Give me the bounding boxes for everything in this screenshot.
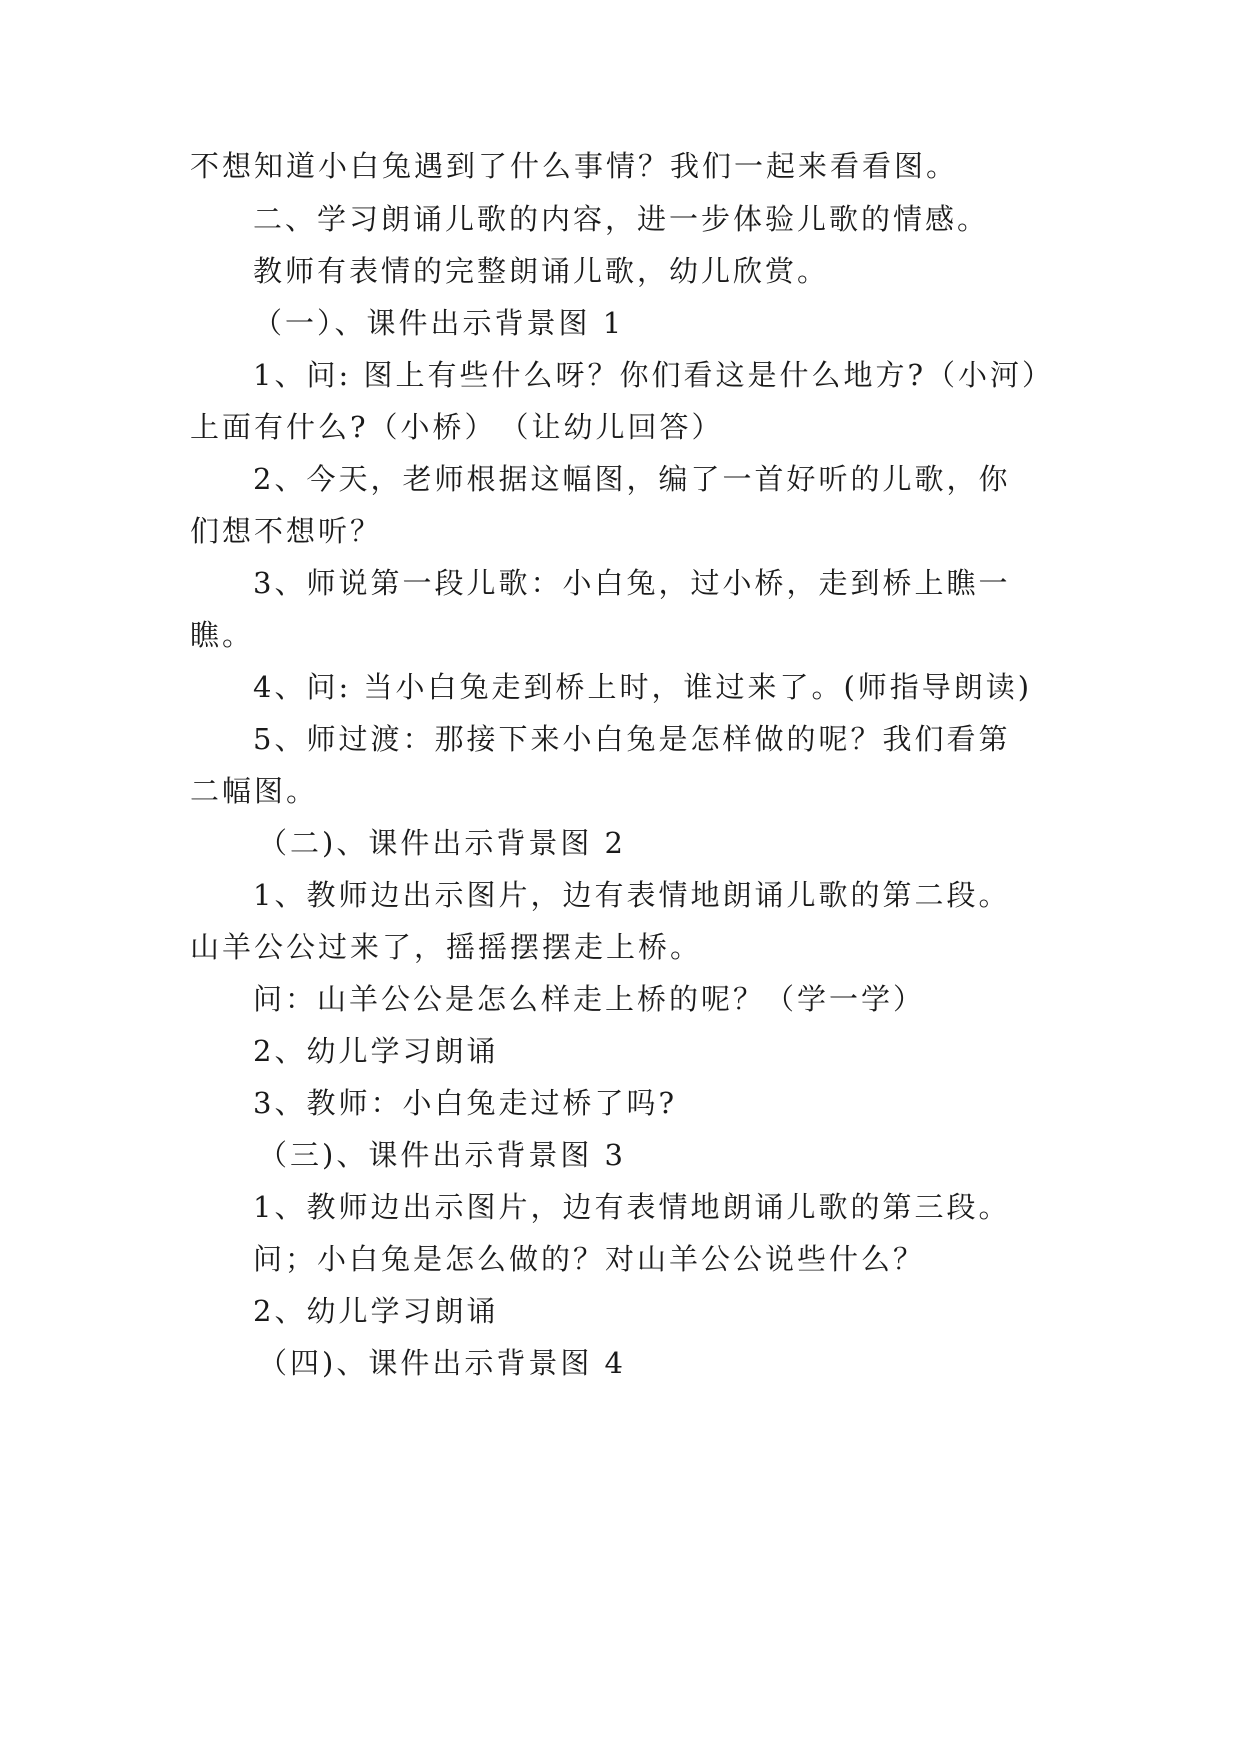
subsection-heading: （二)、课件出示背景图 2 [258,826,626,860]
text-line: 上面有什么?（小桥） （让幼儿回答） [190,410,724,444]
text-line: 4、问: 当小白兔走到桥上时，谁过来了。(师指导朗读) [253,670,1033,704]
subsection-heading: （四)、课件出示背景图 4 [258,1346,626,1380]
text-line: 1、教师边出示图片，边有表情地朗诵儿歌的第二段。 [253,878,1011,912]
text-line: 2、今天，老师根据这幅图，编了一首好听的儿歌，你 [253,462,1011,496]
text-line: 教师有表情的完整朗诵儿歌，幼儿欣赏。 [253,254,830,288]
text-line: 不想知道小白兔遇到了什么事情？我们一起来看看图。 [190,149,959,183]
text-line: 们想不想听？ [190,514,383,548]
text-line: 3、师说第一段儿歌：小白兔，过小桥，走到桥上瞧一 [253,566,1011,600]
text-line: 二幅图。 [190,774,319,808]
text-line: 3、教师：小白兔走过桥了吗? [253,1086,677,1120]
section-heading: 二、学习朗诵儿歌的内容，进一步体验儿歌的情感。 [253,202,990,236]
subsection-heading: （三)、课件出示背景图 3 [258,1138,626,1172]
text-line: 1、问: 图上有些什么呀？你们看这是什么地方?（小河） [253,358,1054,392]
text-line: 5、师过渡：那接下来小白兔是怎样做的呢？我们看第 [253,722,1011,756]
text-line: 2、幼儿学习朗诵 [253,1294,499,1328]
text-line: 2、幼儿学习朗诵 [253,1034,499,1068]
text-line: 问；小白兔是怎么做的？对山羊公公说些什么？ [253,1242,926,1276]
text-line: 问：山羊公公是怎么样走上桥的呢？（学一学） [253,982,926,1016]
text-line: 瞧。 [190,618,255,652]
text-line: 1、教师边出示图片，边有表情地朗诵儿歌的第三段。 [253,1190,1011,1224]
text-line: 山羊公公过来了，摇摇摆摆走上桥。 [190,930,703,964]
subsection-heading: （一）、课件出示背景图 1 [253,306,625,340]
